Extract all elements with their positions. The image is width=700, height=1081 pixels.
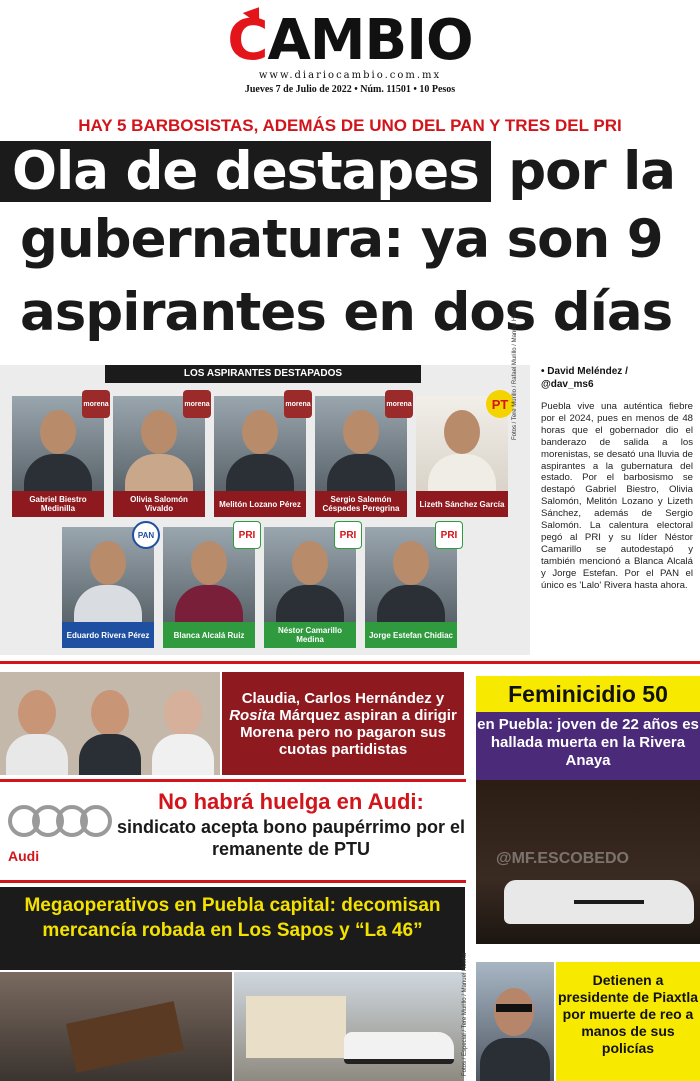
audi-wordmark: Audi (8, 848, 40, 864)
audi-rings-icon (8, 805, 112, 841)
audi-subhead: sindicato acepta bono paupérrimo por el remanente de PTU (116, 817, 466, 859)
pt-logo-icon: PT (486, 390, 514, 418)
byline-name: • David Meléndez / (541, 366, 628, 377)
byline (541, 365, 693, 391)
aspirant-card[interactable] (163, 527, 255, 647)
aspirant-name: Jorge Estefan Chidiac (365, 622, 457, 648)
morena-logo-icon: morena (385, 390, 413, 418)
morena-photos (0, 672, 220, 775)
piaxtla-headline[interactable]: Detienen a presidente de Piaxtla por muerte de reo a manos de sus policías (556, 962, 700, 1081)
aspirant-name: Eduardo Rivera Pérez (62, 622, 154, 648)
aspirant-name: Blanca Alcalá Ruiz (163, 622, 255, 648)
site-url[interactable]: www.diariocambio.com.mx (258, 70, 442, 81)
section-divider (0, 880, 466, 883)
police-operation-photo (234, 972, 464, 1081)
aspirant-name: Lizeth Sánchez García (416, 491, 508, 517)
pri-logo-icon: PRI (233, 521, 261, 549)
byline-handle[interactable]: @dav_ms6 (541, 379, 594, 390)
aspirant-card[interactable] (62, 527, 154, 647)
lead-kicker: HAY 5 BARBOSISTAS, ADEMÁS DE UNO DEL PAN Y TRES DEL PRI (78, 116, 622, 135)
feminicidio-title[interactable]: Feminicidio 50 (476, 676, 700, 712)
aspirant-card[interactable] (416, 396, 508, 516)
person-photo (146, 672, 219, 775)
aspirant-name: Sergio Salomón Céspedes Peregrina (315, 491, 407, 517)
section-divider (0, 779, 466, 782)
person-photo (73, 672, 146, 775)
morena-quotas-story[interactable] (222, 672, 464, 775)
aspirant-card[interactable] (214, 396, 311, 516)
detainee-photo (476, 962, 554, 1081)
pri-logo-icon: PRI (435, 521, 463, 549)
section-divider (0, 661, 700, 664)
seized-goods-photo (0, 972, 232, 1081)
aspirant-card[interactable] (113, 396, 210, 516)
aspirant-card[interactable] (315, 396, 412, 516)
pri-logo-icon: PRI (334, 521, 362, 549)
person-photo (0, 672, 73, 775)
audi-headline: No habrá huelga en Audi: (158, 789, 424, 814)
headline-boxed: Ola de destapes (0, 141, 491, 202)
aspirants-title: LOS ASPIRANTES DESTAPADOS (105, 365, 421, 383)
pan-logo-icon: PAN (132, 521, 160, 549)
police-car (504, 880, 694, 924)
article-body: Puebla vive una auténtica fiebre por el 2024, pues en menos de 48 horas que el gobernador dio el banderazo de salida a los morenistas, se desató una lluvia de aspirantes a la gubernatura del estado. Por el barbosismo se destapó Gabriel Biestro, Olivia Salomón, Melitón Lozano y Lizeth Sánchez, además de Sergio Salomón. La calentura electoral pegó al PRI y su líder Néstor Camarillo se autodestapó y también mencionó a Blanca Alcalá y Jorge Estefan. Por el PAN el único es 'Lalo' Rivera hasta ahora. (541, 401, 693, 591)
photo-credit: Fotos / Tere Murillo / Rafael Murillo / Manuel Huerta (512, 303, 518, 440)
feminicidio-subtitle: en Puebla: joven de 22 años es hallada muerta en la Rivera Anaya (476, 712, 700, 780)
headline-line-3: aspirantes en dos días (20, 282, 673, 343)
morena-logo-icon: morena (284, 390, 312, 418)
photo-credit: Fotos / Especial / Tere Murillo / Manuel Huerta (462, 953, 468, 1076)
headline-rest: por la (508, 141, 676, 202)
aspirant-card[interactable] (365, 527, 457, 647)
audi-story[interactable] (116, 788, 466, 860)
morena-logo-icon: morena (82, 390, 110, 418)
headline-line-2: gubernatura: ya son 9 (20, 209, 663, 270)
aspirant-name: Melitón Lozano Pérez (214, 491, 306, 517)
megaoperativos-headline[interactable]: Megaoperativos en Puebla capital: decomisan mercancía robada en Los Sapos y “La 46” (0, 887, 465, 970)
photo-watermark: @MF.ESCOBEDO (496, 850, 629, 867)
logo-wordmark: CAMBIO (227, 8, 473, 73)
cambio-logo[interactable] (215, 8, 485, 73)
masthead (0, 0, 700, 112)
aspirant-card[interactable] (264, 527, 356, 647)
aspirants-panel (0, 365, 530, 655)
issue-line: Jueves 7 de Julio de 2022 • Núm. 11501 • 10 Pesos (244, 84, 456, 95)
aspirant-name: Néstor Camarillo Medina (264, 622, 356, 648)
aspirant-card[interactable] (12, 396, 109, 516)
headline-line-1 (0, 142, 675, 202)
aspirant-name: Gabriel Biestro Medinilla (12, 491, 104, 517)
morena-quotas-headline: Claudia, Carlos Hernández y Rosita Márquez aspiran a dirigir Morena pero no pagaron sus cuotas partidistas (229, 689, 457, 758)
aspirant-name: Olivia Salomón Vivaldo (113, 491, 205, 517)
lead-article[interactable] (541, 365, 693, 592)
feminicidio-photo (476, 780, 700, 944)
morena-logo-icon: morena (183, 390, 211, 418)
